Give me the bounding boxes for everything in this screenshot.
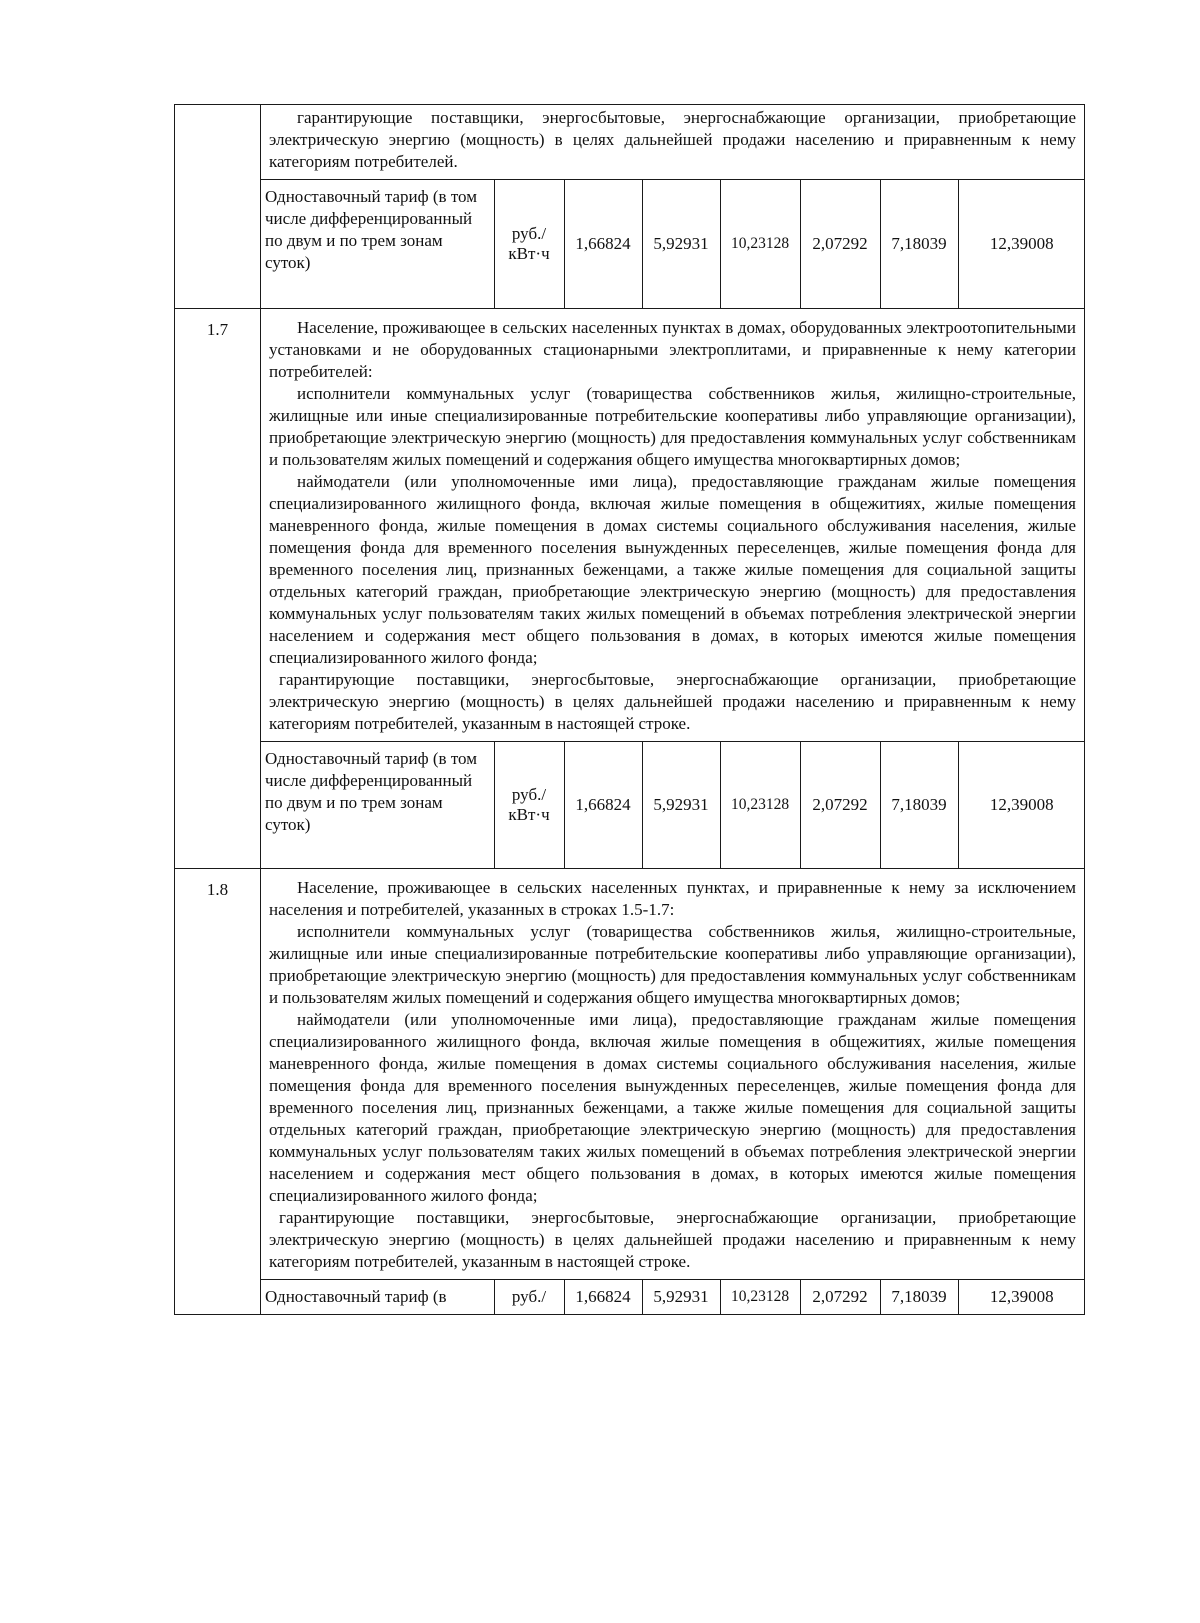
tariff-value: 1,66824 <box>564 742 642 868</box>
row-paragraph: исполнители коммунальных услуг (товарищества собственников жилья, жилищно-строительные, жилищные или иные специализированные потребительские кооперативы либо управляющие организации), приобретающие электрическую энергию (мощность) для предоставления коммунальных услуг собственникам и пользователям жилых помещений и содержания общего имущества многоквартирных домов; <box>269 384 1076 469</box>
tariff-value: 7,18039 <box>880 742 958 868</box>
tariff-value: 1,66824 <box>564 180 642 308</box>
row-paragraph: наймодатели (или уполномоченные ими лица), предоставляющие гражданам жилые помещения специализированного жилищного фонда, включая жилые помещения в общежитиях, жилые помещения маневренного фонда, жилые помещения в домах системы социального обслуживания населения, жилые помещения фонда для временного поселения вынужденных переселенцев, жилые помещения фонда для временного поселения лиц, признанных беженцами, а также жилые помещения для социальной защиты отдельных категорий граждан, приобретающие электрическую энергию (мощность) для предоставления коммунальных услуг пользователям таких жилых помещений в объемах потребления электрической энергии населением и содержания мест общего пользования в домах, в которых имеются жилые помещения специализированного жилого фонда; <box>269 1010 1076 1205</box>
tariff-value: 5,92931 <box>642 180 720 308</box>
row-number: 1.7 <box>175 309 261 869</box>
tariff-value: 2,07292 <box>800 1280 880 1314</box>
tariff-value: 10,23128 <box>720 742 800 868</box>
table-row <box>175 869 1085 1315</box>
tariff-value: 7,18039 <box>880 1280 958 1314</box>
tariff-subtable <box>261 742 1085 868</box>
row-content <box>261 309 1085 869</box>
row-paragraph: исполнители коммунальных услуг (товарищества собственников жилья, жилищно-строительные, жилищные или иные специализированные потребительские кооперативы либо управляющие организации), приобретающие электрическую энергию (мощность) для предоставления коммунальных услуг собственникам и пользователям жилых помещений и содержания общего имущества многоквартирных домов; <box>269 922 1076 1007</box>
tariff-value: 7,18039 <box>880 180 958 308</box>
row-content <box>261 869 1085 1315</box>
tariff-table <box>174 104 1085 1315</box>
tariff-subtable <box>261 1280 1085 1314</box>
tariff-subtable <box>261 180 1085 308</box>
row-number: 1.8 <box>175 869 261 1315</box>
tariff-value: 1,66824 <box>564 1280 642 1314</box>
row-paragraph: наймодатели (или уполномоченные ими лица), предоставляющие гражданам жилые помещения специализированного жилищного фонда, включая жилые помещения в общежитиях, жилые помещения маневренного фонда, жилые помещения в домах системы социального обслуживания населения, жилые помещения фонда для временного поселения вынужденных переселенцев, жилые помещения фонда для временного поселения лиц, признанных беженцами, а также жилые помещения для социальной защиты отдельных категорий граждан, приобретающие электрическую энергию (мощность) для предоставления коммунальных услуг пользователям таких жилых помещений в объемах потребления электрической энергии населением и содержания мест общего пользования в домах, в которых имеются жилые помещения специализированного жилого фонда; <box>269 472 1076 667</box>
tariff-value: 5,92931 <box>642 742 720 868</box>
row-number <box>175 105 261 309</box>
row-paragraph: гарантирующие поставщики, энергосбытовые, энергоснабжающие организации, приобретающие электрическую энергию (мощность) в целях дальнейшей продажи населению и приравненным к нему категориям потребителей. <box>269 108 1076 171</box>
tariff-name: Одноставочный тариф (в том числе дифференцированный по двум и по трем зонам суток) <box>265 749 477 834</box>
tariff-value: 2,07292 <box>800 742 880 868</box>
tariff-value: 12,39008 <box>958 180 1085 308</box>
tariff-value: 10,23128 <box>720 180 800 308</box>
tariff-unit: руб./ кВт·ч <box>494 180 564 308</box>
tariff-value: 12,39008 <box>958 1280 1085 1314</box>
row-paragraph: гарантирующие поставщики, энергосбытовые, энергоснабжающие организации, приобретающие электрическую энергию (мощность) в целях дальнейшей продажи населению и приравненным к нему категориям потребителей, указанным в настоящей строке. <box>269 670 1076 733</box>
row-content <box>261 105 1085 309</box>
tariff-value: 10,23128 <box>720 1280 800 1314</box>
tariff-value: 5,92931 <box>642 1280 720 1314</box>
tariff-unit: руб./ <box>494 1280 564 1314</box>
tariff-value: 12,39008 <box>958 742 1085 868</box>
row-paragraph: Население, проживающее в сельских населенных пунктах в домах, оборудованных электроотопительными установками и не оборудованных стационарными электроплитами, и приравненные к нему категории потребителей: <box>269 318 1076 381</box>
table-row <box>175 309 1085 869</box>
tariff-unit: руб./ кВт·ч <box>494 742 564 868</box>
row-paragraph: Население, проживающее в сельских населенных пунктах, и приравненные к нему за исключением населения и потребителей, указанных в строках 1.5-1.7: <box>269 878 1076 919</box>
tariff-value: 2,07292 <box>800 180 880 308</box>
tariff-name: Одноставочный тариф (в том числе дифференцированный по двум и по трем зонам суток) <box>265 187 477 272</box>
tariff-name: Одноставочный тариф (в <box>265 1287 447 1306</box>
table-row <box>175 105 1085 309</box>
row-paragraph: гарантирующие поставщики, энергосбытовые, энергоснабжающие организации, приобретающие электрическую энергию (мощность) в целях дальнейшей продажи населению и приравненным к нему категориям потребителей, указанным в настоящей строке. <box>269 1208 1076 1271</box>
